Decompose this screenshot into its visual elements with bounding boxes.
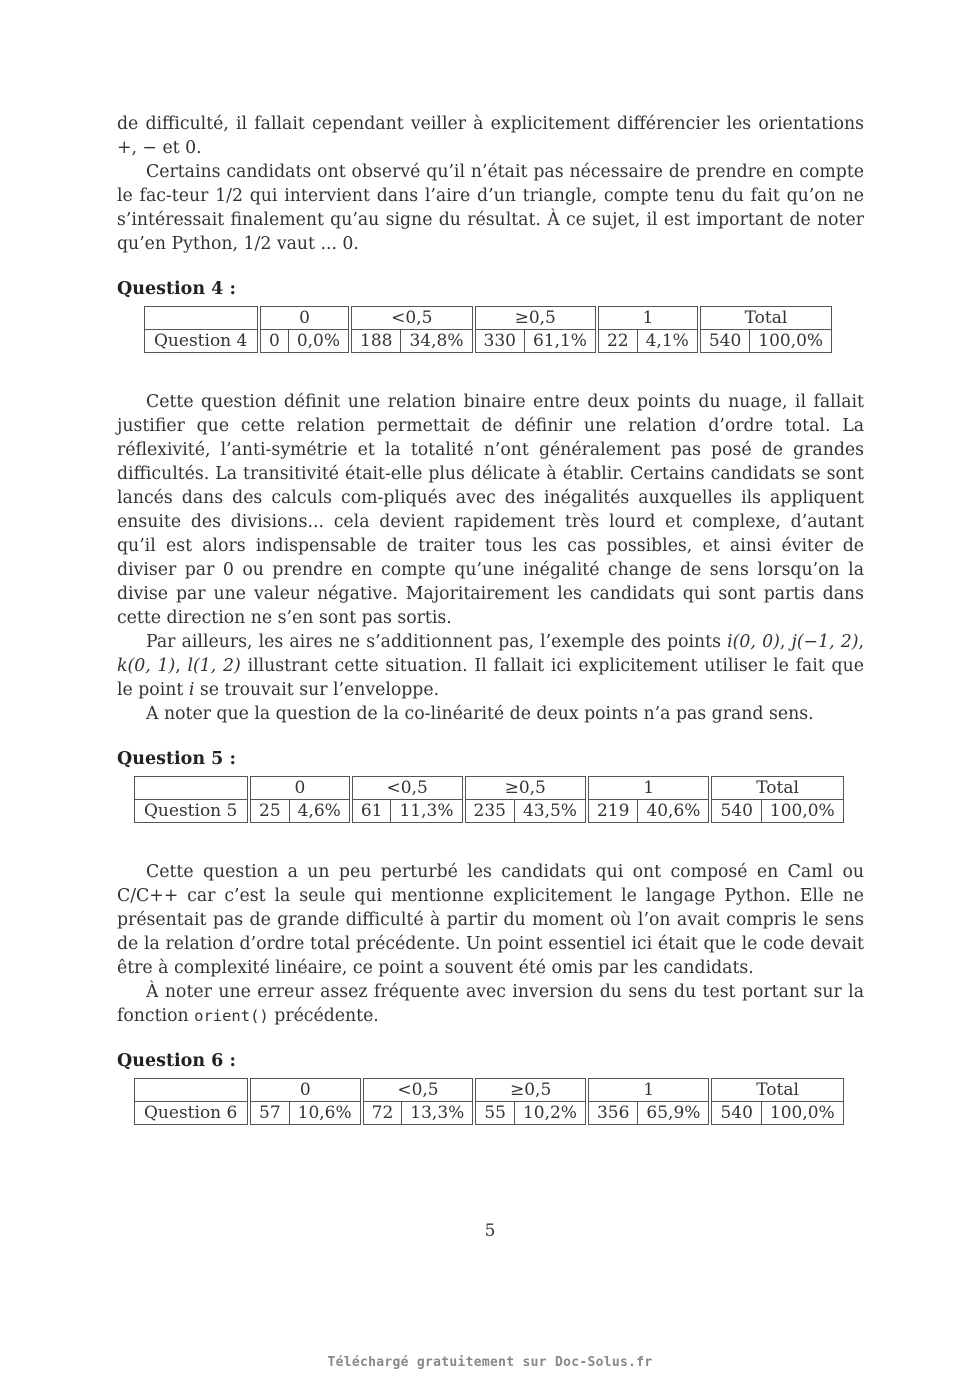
math-point-i: i [188, 680, 195, 700]
paragraph-aires [117, 630, 864, 702]
table-cell: 10,2% [514, 1102, 587, 1125]
table-cell: 34,8% [401, 330, 474, 353]
paragraph-python: Cette question a un peu perturbé les candidats qui ont composé en Caml ou C/C++ car c’est la seule qui mentionne explicitement le langage Python. Elle ne présentait pas de grande difficulté à partir du moment où l’on avait compris le sens de la relation d’ordre total précédente. Un point essentiel ici était que le code devait être à complexité linéaire, ce point a souvent été omis par les candidats. [117, 862, 864, 978]
math-point-k: k(0, 1) [117, 656, 176, 676]
table-cell: 57 [249, 1102, 289, 1125]
paragraph-relation-ordre: Cette question définit une relation binaire entre deux points du nuage, il fallait justifier que cette relation permettait de définir une relation d’ordre total. La réflexivité, l’anti-symétrie et la totalité n’ont généralement pas posé de grandes difficultés. La transitivité était-elle plus délicate à établir. Certains candidats se sont lancés dans des calculs com-pliqués avec des inégalités auxquelles ils appliquent ensuite des divisions... cela devient rapidement très lourd et complexe, d’autant qu’il est alors indispensable de traiter tous les cas possibles, et ainsi éviter de diviser par 0 ou prendre en compte qu’une inégalité change de sens lorsqu’on la divise par une valeur négative. Majoritairement les candidats qui sont partis dans cette direction ne s’en sont pas sortis. [117, 392, 864, 628]
code-orient: orient() [194, 1007, 269, 1025]
table-row [135, 1102, 844, 1125]
math-point-i: i(0, 0) [727, 632, 780, 652]
table-header: Total [710, 1079, 843, 1102]
text-run: se trouvait sur l’enveloppe. [194, 680, 440, 700]
heading-question-6: Question 6 : [117, 1051, 236, 1071]
table-cell: 61 [351, 800, 391, 823]
table-header: 1 [587, 777, 710, 800]
table-cell: 4,1% [637, 330, 699, 353]
table-cell: 43,5% [514, 800, 587, 823]
table-cell: 65,9% [638, 1102, 711, 1125]
heading-question-4: Question 4 : [117, 279, 236, 299]
paragraph-orientations: de difficulté, il fallait cependant veiller à explicitement différencier les orientations +, − et 0. [117, 114, 864, 158]
table-header: Total [710, 777, 843, 800]
table-header: Total [699, 307, 832, 330]
table-header: <0,5 [362, 1079, 475, 1102]
table-cell: 356 [587, 1102, 638, 1125]
paragraph-colinearite: A noter que la question de la co-linéarité de deux points n’a pas grand sens. [146, 704, 814, 724]
page-number: 5 [484, 1221, 496, 1241]
text-run: illustrant cette situation. Il fallait ici explicitement utiliser le fait que le point [117, 656, 864, 700]
table-row [145, 330, 832, 353]
table-cell: 61,1% [524, 330, 597, 353]
table-header: 0 [249, 1079, 362, 1102]
table-cell: 100,0% [761, 1102, 843, 1125]
row-label: Question 4 [145, 330, 260, 353]
math-point-j: j(−1, 2) [791, 632, 859, 652]
document-page [117, 112, 864, 1125]
table-cell: 25 [249, 800, 289, 823]
table-corner [145, 307, 260, 330]
table-cell: 100,0% [761, 800, 843, 823]
text-run: À noter une erreur assez fréquente avec inversion du sens du test portant sur la fonction [117, 982, 864, 1026]
table-header: 0 [249, 777, 351, 800]
table-cell: 11,3% [391, 800, 464, 823]
table-cell: 72 [362, 1102, 402, 1125]
table-cell: 4,6% [289, 800, 351, 823]
table-cell: 330 [474, 330, 525, 353]
table-header: ≥0,5 [464, 777, 587, 800]
math-point-l: l(1, 2) [187, 656, 241, 676]
text-run: , [175, 656, 188, 676]
table-row [135, 800, 844, 823]
table-header: <0,5 [350, 307, 473, 330]
table-header-row [145, 307, 832, 330]
table-header-row [135, 777, 844, 800]
table-header: 1 [597, 307, 699, 330]
table-header: 0 [259, 307, 350, 330]
table-header: 1 [587, 1079, 710, 1102]
results-table-q4 [144, 306, 832, 353]
row-label: Question 5 [135, 800, 250, 823]
text-run: , [858, 632, 864, 652]
text-run: Par ailleurs, les aires ne s’additionnent pas, l’exemple des points [146, 632, 728, 652]
text-run: précédente. [268, 1006, 379, 1026]
table-cell: 10,6% [289, 1102, 362, 1125]
table-header-row [135, 1079, 844, 1102]
paragraph-orient [117, 980, 864, 1028]
table-cell: 22 [597, 330, 637, 353]
table-header: ≥0,5 [474, 1079, 587, 1102]
footer-text: Téléchargé gratuitement sur Doc-Solus.fr [327, 1355, 653, 1370]
paragraph-facteur: Certains candidats ont observé qu’il n’était pas nécessaire de prendre en compte le fac-teur 1/2 qui intervient dans l’aire d’un triangle, compte tenu du fait qu’on ne s’intéressait finalement qu’au signe du résultat. À ce sujet, il est important de noter qu’en Python, 1/2 vaut ... 0. [117, 162, 864, 254]
heading-question-5: Question 5 : [117, 749, 236, 769]
table-cell: 219 [587, 800, 638, 823]
table-corner [135, 1079, 250, 1102]
table-cell: 235 [464, 800, 515, 823]
table-cell: 0,0% [288, 330, 350, 353]
table-cell: 13,3% [402, 1102, 475, 1125]
table-cell: 540 [699, 330, 750, 353]
table-corner [135, 777, 250, 800]
table-cell: 55 [474, 1102, 514, 1125]
table-cell: 188 [350, 330, 401, 353]
table-header: <0,5 [351, 777, 464, 800]
row-label: Question 6 [135, 1102, 250, 1125]
results-table-q5 [134, 776, 844, 823]
table-cell: 0 [259, 330, 288, 353]
table-cell: 540 [710, 800, 761, 823]
table-cell: 540 [710, 1102, 761, 1125]
results-table-q6 [134, 1078, 844, 1125]
table-cell: 100,0% [750, 330, 832, 353]
table-cell: 40,6% [638, 800, 711, 823]
text-run: , [779, 632, 792, 652]
table-header: ≥0,5 [474, 307, 597, 330]
